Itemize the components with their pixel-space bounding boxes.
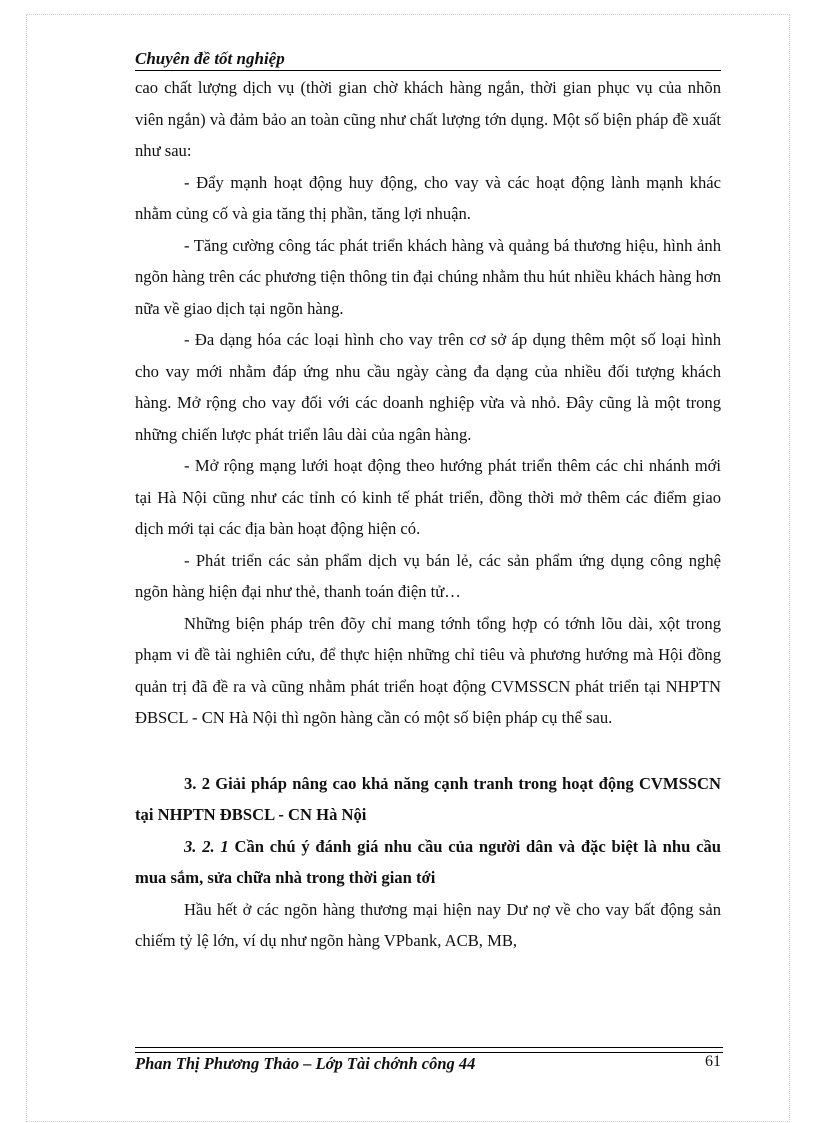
subsection-title: Cần chú ý đánh giá nhu cầu của người dân và đặc biệt là nhu cầu mua sắm, sửa chữa nhà trong thời gian tới <box>135 836 721 887</box>
page-number: 61 <box>705 1053 721 1070</box>
page-header <box>135 48 721 71</box>
paragraph: - Phát triển các sản phẩm dịch vụ bán lẻ, các sản phẩm ứng dụng công nghệ ngõn hàng hiện đại như thẻ, thanh toán điện tử… <box>135 550 721 601</box>
page-footer <box>135 1053 721 1075</box>
spacer <box>135 734 721 768</box>
document-body <box>135 72 721 957</box>
paragraph: Hầu hết ở các ngõn hàng thương mại hiện nay Dư nợ về cho vay bất động sản chiếm tỷ lệ lớn, ví dụ như ngõn hàng VPbank, ACB, MB, <box>135 899 721 950</box>
paragraph: cao chất lượng dịch vụ (thời gian chờ khách hàng ngắn, thời gian phục vụ của nhõn viên ngắn) và đảm bảo an toàn cũng như chất lượng tớn dụng. Một số biện pháp đề xuất như sau: <box>135 78 721 160</box>
footer-author: Phan Thị Phương Thảo – Lớp Tài chớnh công 44 <box>135 1054 476 1073</box>
subsection-heading <box>135 831 721 894</box>
section-heading: 3. 2 Giải pháp nâng cao khả năng cạnh tranh trong hoạt động CVMSSCN tại NHPTN ĐBSCL - CN Hà Nội <box>135 773 721 824</box>
header-title: Chuyên đề tốt nghiệp <box>135 49 285 68</box>
paragraph: Những biện pháp trên đõy chỉ mang tớnh tổng hợp có tớnh lõu dài, xột trong phạm vi đề tài nghiên cứu, để thực hiện những chỉ tiêu và phương hướng mà Hội đồng quản trị đã đề ra và cũng nhằm phát triển hoạt động CVMSSCN phát triển tại NHPTN ĐBSCL - CN Hà Nội thì ngõn hàng cần có một số biện pháp cụ thể sau. <box>135 613 721 727</box>
paragraph: - Đẩy mạnh hoạt động huy động, cho vay và các hoạt động lành mạnh khác nhằm củng cố và gia tăng thị phần, tăng lợi nhuận. <box>135 172 721 223</box>
paragraph: - Đa dạng hóa các loại hình cho vay trên cơ sở áp dụng thêm một số loại hình cho vay mới nhằm đáp ứng nhu cầu ngày càng đa dạng của nhiều đối tượng khách hàng. Mở rộng cho vay đối với các doanh nghiệp vừa và nhỏ. Đây cũng là một trong những chiến lược phát triển lâu dài của ngân hàng. <box>135 330 721 444</box>
subsection-number: 3. 2. 1 <box>184 836 229 856</box>
paragraph: - Tăng cường công tác phát triển khách hàng và quảng bá thương hiệu, hình ảnh ngõn hàng trên các phương tiện thông tin đại chúng nhằm thu hút nhiều khách hàng hơn nữa về giao dịch tại ngõn hàng. <box>135 235 721 318</box>
paragraph: - Mở rộng mạng lưới hoạt động theo hướng phát triển thêm các chi nhánh mới tại Hà Nội cũng như các tỉnh có kinh tế phát triển, đồng thời mở thêm các điểm giao dịch mới tại các địa bàn hoạt động hiện có. <box>135 456 721 538</box>
